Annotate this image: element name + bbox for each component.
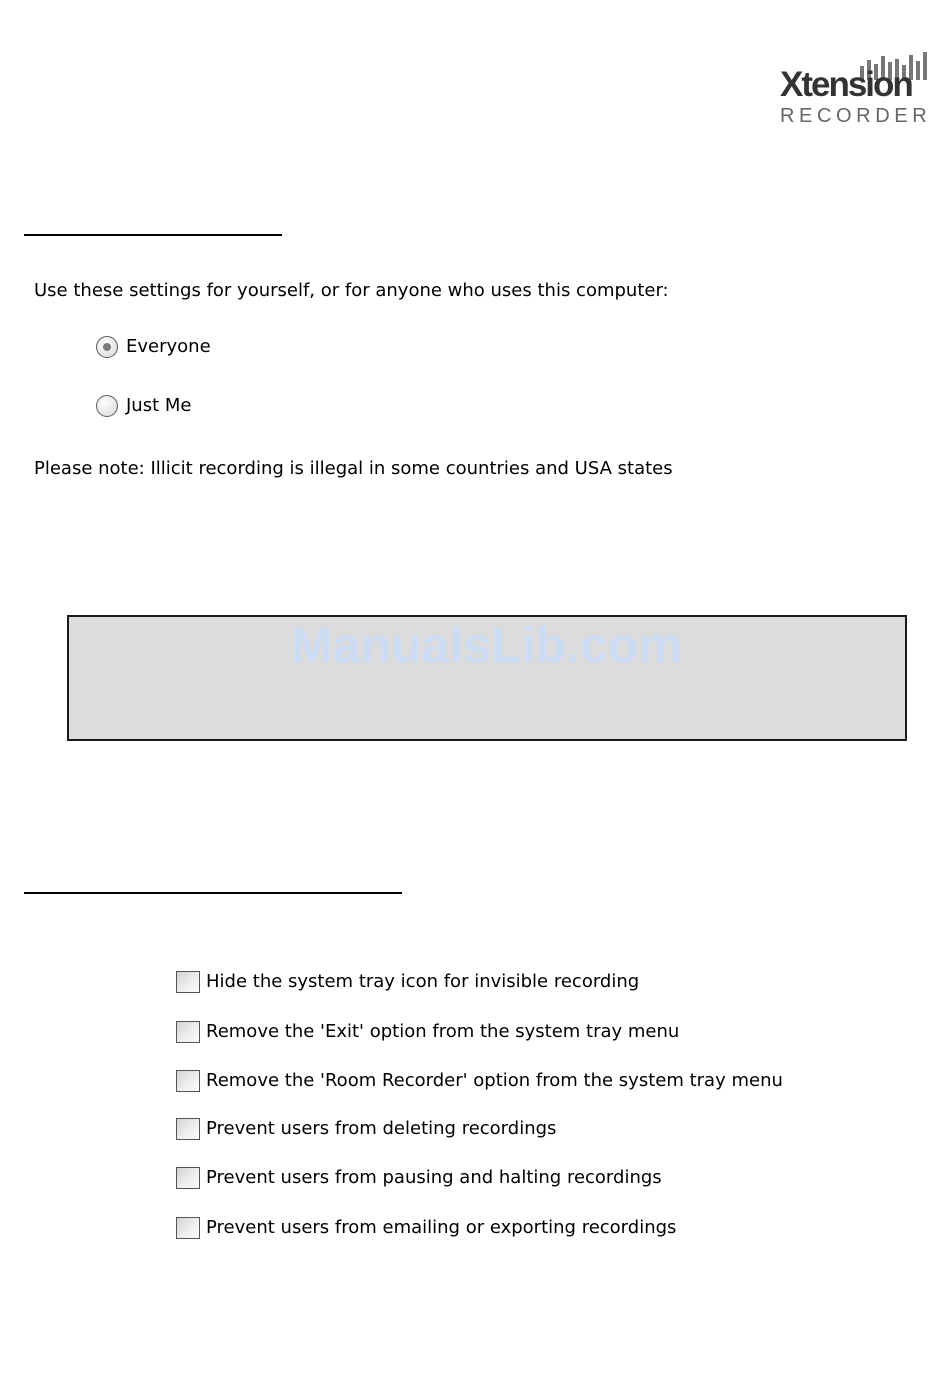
checkbox[interactable] [176, 1167, 200, 1189]
checkbox-label: Prevent users from emailing or exporting recordings [206, 1217, 677, 1238]
checkbox[interactable] [176, 1217, 200, 1239]
logo-subtitle: RECORDER [780, 105, 932, 127]
checkbox[interactable] [176, 971, 200, 993]
radio-option-just-me[interactable] [96, 393, 191, 419]
radio-option-everyone[interactable] [96, 334, 211, 360]
radio-label: Just Me [126, 395, 192, 416]
checkbox[interactable] [176, 1118, 200, 1140]
watermark: ManualsLib.com [291, 617, 683, 673]
radio-button[interactable] [96, 395, 118, 417]
checkbox[interactable] [176, 1070, 200, 1092]
checkbox-prevent-deleting[interactable] [176, 1116, 556, 1142]
settings-intro-text: Use these settings for yourself, or for anyone who uses this computer: [34, 280, 669, 301]
checkbox-prevent-emailing[interactable] [176, 1215, 676, 1241]
checkbox-label: Hide the system tray icon for invisible recording [206, 971, 640, 992]
legal-note-text: Please note: Illicit recording is illegal in some countries and USA states [34, 458, 673, 479]
checkbox-label: Prevent users from pausing and halting recordings [206, 1167, 662, 1188]
radio-selected-dot [103, 343, 111, 351]
logo-wordmark: Xtension [780, 65, 912, 104]
checkbox-hide-tray-icon[interactable] [176, 969, 639, 995]
checkbox-label: Prevent users from deleting recordings [206, 1118, 557, 1139]
section-divider [24, 234, 282, 236]
checkbox-label: Remove the 'Room Recorder' option from the system tray menu [206, 1070, 783, 1091]
note-box [67, 615, 907, 741]
checkbox-label: Remove the 'Exit' option from the system tray menu [206, 1021, 680, 1042]
checkbox-remove-room-recorder-option[interactable] [176, 1068, 783, 1094]
radio-label: Everyone [126, 336, 211, 357]
section-divider [24, 892, 402, 894]
checkbox-remove-exit-option[interactable] [176, 1019, 679, 1045]
xtension-recorder-logo [776, 50, 936, 130]
checkbox[interactable] [176, 1021, 200, 1043]
checkbox-prevent-pausing[interactable] [176, 1165, 662, 1191]
radio-button[interactable] [96, 336, 118, 358]
